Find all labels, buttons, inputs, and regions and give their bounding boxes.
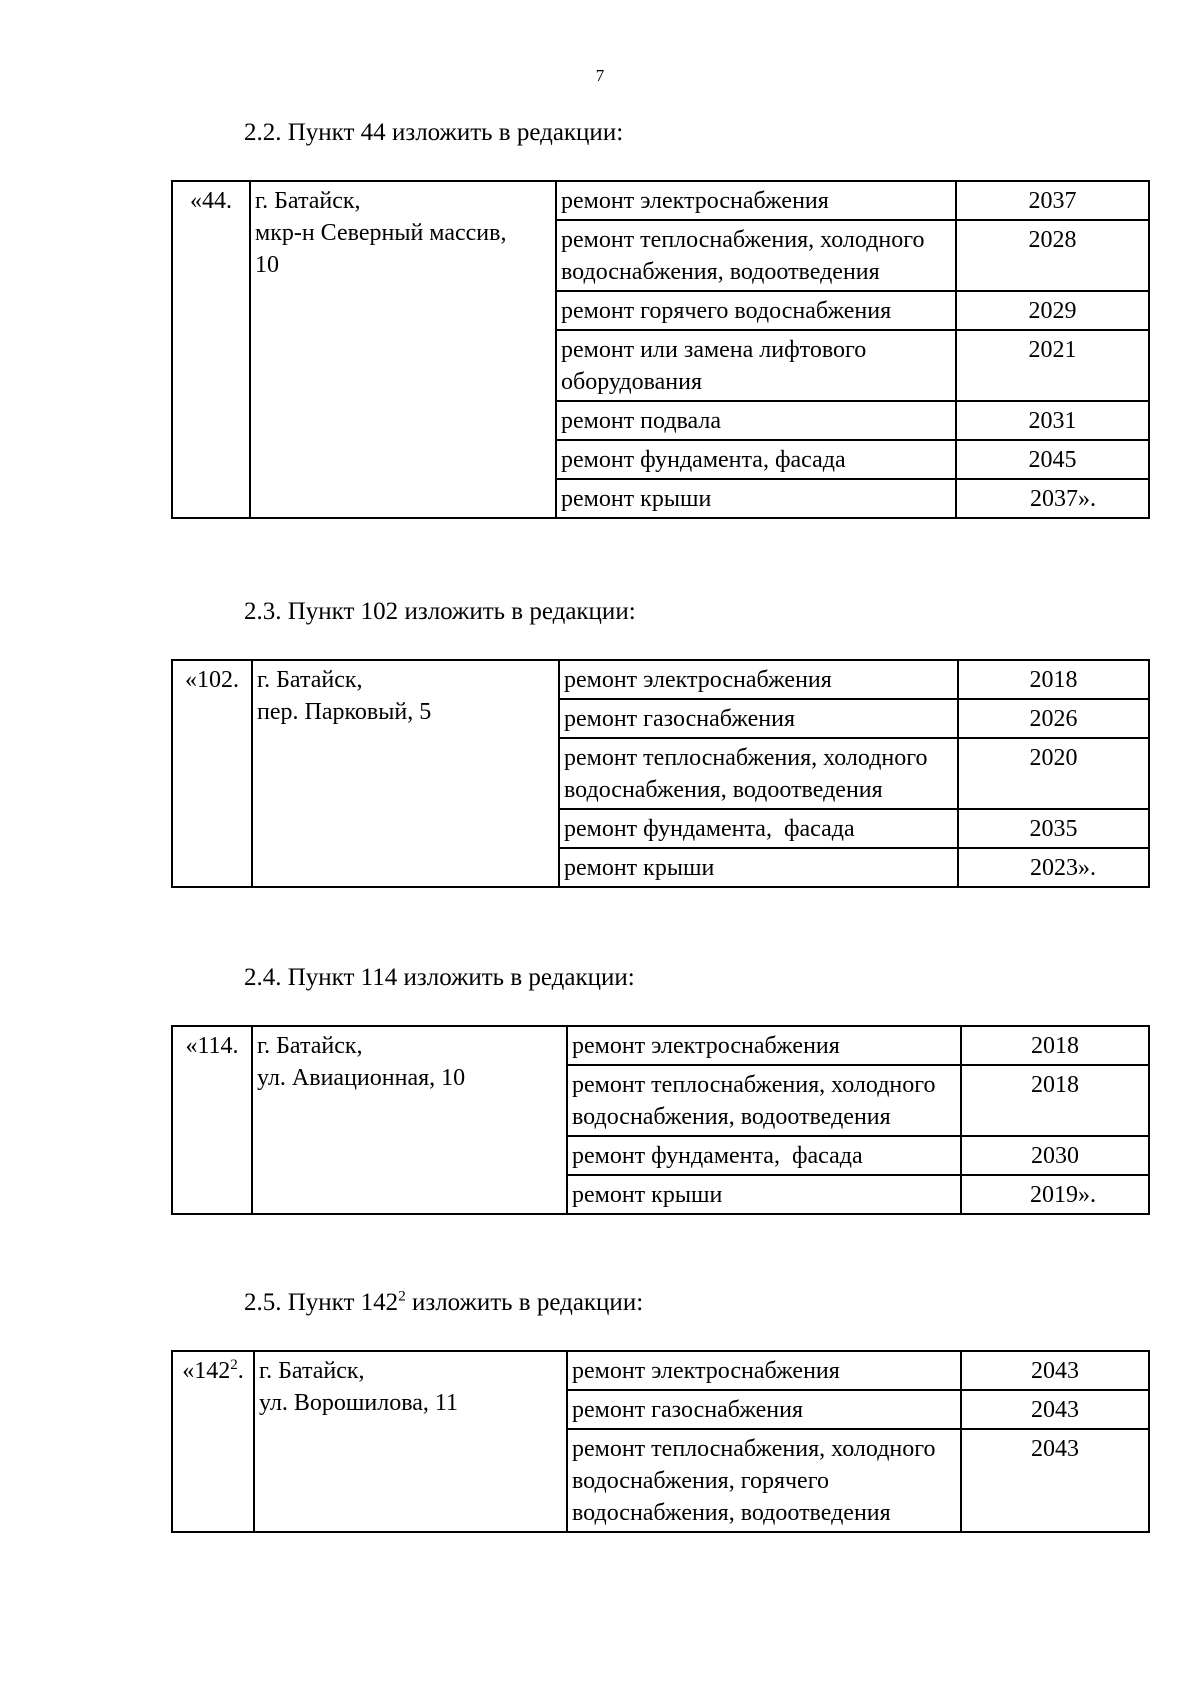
section-heading-2-2: 2.2. Пункт 44 изложить в редакции: <box>244 119 624 146</box>
work-type: ремонт газоснабжения <box>567 1390 961 1429</box>
work-type: ремонт электроснабжения <box>559 660 958 699</box>
table-row <box>172 660 1149 699</box>
work-type: ремонт электроснабжения <box>567 1026 961 1065</box>
work-year: 2037». <box>956 479 1149 518</box>
item-address: г. Батайск, пер. Парковый, 5 <box>252 660 559 887</box>
work-year: 2045 <box>956 440 1149 479</box>
work-year: 2018 <box>961 1065 1149 1136</box>
work-year: 2018 <box>958 660 1149 699</box>
work-year: 2030 <box>961 1136 1149 1175</box>
work-type: ремонт теплоснабжения, холодного водоснабжения, водоотведения <box>556 220 956 291</box>
work-type: ремонт фундамента, фасада <box>567 1136 961 1175</box>
item-address: г. Батайск, ул. Авиационная, 10 <box>252 1026 567 1214</box>
work-year: 2028 <box>956 220 1149 291</box>
work-year: 2019». <box>961 1175 1149 1214</box>
section-heading-2-3: 2.3. Пункт 102 изложить в редакции: <box>244 598 636 625</box>
work-year: 2043 <box>961 1351 1149 1390</box>
work-year: 2021 <box>956 330 1149 401</box>
work-year: 2023». <box>958 848 1149 887</box>
work-type: ремонт горячего водоснабжения <box>556 291 956 330</box>
item-address: г. Батайск, мкр-н Северный массив, 10 <box>250 181 556 518</box>
item-number: «44. <box>172 181 250 518</box>
work-table-142-2 <box>171 1350 1150 1533</box>
section-heading-2-4: 2.4. Пункт 114 изложить в редакции: <box>244 964 635 991</box>
table-row <box>172 181 1149 220</box>
work-type: ремонт подвала <box>556 401 956 440</box>
work-type: ремонт газоснабжения <box>559 699 958 738</box>
work-year: 2018 <box>961 1026 1149 1065</box>
work-type: ремонт электроснабжения <box>556 181 956 220</box>
item-number: «102. <box>172 660 252 887</box>
work-year: 2026 <box>958 699 1149 738</box>
work-year: 2037 <box>956 181 1149 220</box>
work-type: ремонт теплоснабжения, холодного водоснабжения, горячего водоснабжения, водоотведения <box>567 1429 961 1532</box>
work-table-114 <box>171 1025 1150 1215</box>
work-type: ремонт крыши <box>559 848 958 887</box>
heading-superscript: 2 <box>398 1288 406 1305</box>
work-year: 2043 <box>961 1429 1149 1532</box>
table-row <box>172 1351 1149 1390</box>
item-number: «114. <box>172 1026 252 1214</box>
item-address: г. Батайск, ул. Ворошилова, 11 <box>254 1351 567 1532</box>
work-year: 2031 <box>956 401 1149 440</box>
work-type: ремонт электроснабжения <box>567 1351 961 1390</box>
work-year: 2043 <box>961 1390 1149 1429</box>
work-type: ремонт или замена лифтового оборудования <box>556 330 956 401</box>
section-heading-2-5: 2.5. Пункт $142^2$ изложить в редакции: <box>244 1288 644 1316</box>
work-year: 2035 <box>958 809 1149 848</box>
work-type: ремонт крыши <box>556 479 956 518</box>
item-number: «$142^2$. <box>172 1351 254 1532</box>
work-type: ремонт крыши <box>567 1175 961 1214</box>
work-type: ремонт фундамента, фасада <box>559 809 958 848</box>
work-table-44 <box>171 180 1150 519</box>
work-type: ремонт теплоснабжения, холодного водоснабжения, водоотведения <box>559 738 958 809</box>
work-type: ремонт фундамента, фасада <box>556 440 956 479</box>
page-number: 7 <box>595 66 605 85</box>
work-year: 2020 <box>958 738 1149 809</box>
work-type: ремонт теплоснабжения, холодного водоснабжения, водоотведения <box>567 1065 961 1136</box>
work-table-102 <box>171 659 1150 888</box>
table-row <box>172 1026 1149 1065</box>
work-year: 2029 <box>956 291 1149 330</box>
